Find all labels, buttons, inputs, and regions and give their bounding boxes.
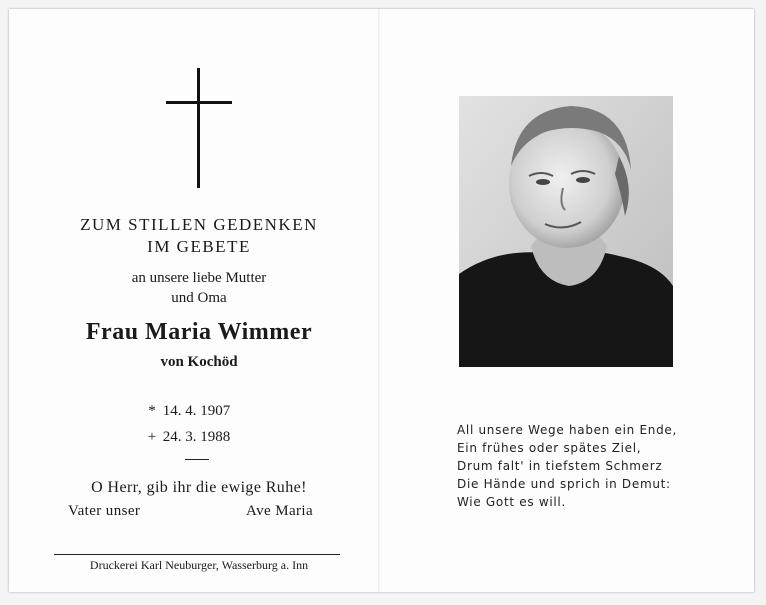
footer-rule [54, 554, 340, 555]
poem-line-2: Ein frühes oder spätes Ziel, [457, 441, 642, 455]
death-date: 24. 3. 1988 [162, 429, 231, 445]
poem-line-5: Wie Gott es will. [457, 495, 566, 509]
prayer-line: O Herr, gib ihr die ewige Ruhe! [91, 479, 307, 496]
birth-row [145, 398, 230, 424]
heading-line-1: ZUM STILLEN GEDENKEN [80, 215, 318, 234]
prayer-vater-unser: Vater unser [68, 503, 141, 519]
heading [40, 214, 358, 258]
life-dates [145, 398, 230, 450]
prayer-ave-maria: Ave Maria [246, 503, 314, 519]
heading-line-2: IM GEBETE [147, 237, 251, 256]
death-row [145, 424, 230, 450]
intro-line-1: an unsere liebe Mutter [131, 270, 267, 286]
divider-dash [185, 459, 209, 460]
intro [40, 268, 358, 308]
intro-line-2: und Oma [171, 290, 227, 306]
birth-date: 14. 4. 1907 [162, 403, 231, 419]
poem-line-1: All unsere Wege haben ein Ende, [457, 423, 677, 437]
card-fold [378, 9, 380, 592]
poem-line-4: Die Hände und sprich in Demut: [457, 477, 671, 491]
death-cross-icon: + [147, 429, 157, 445]
printer-credit: Druckerei Karl Neuburger, Wasserburg a. Inn [89, 558, 309, 572]
origin-place: von Kochöd [160, 354, 238, 370]
deceased-name: Frau Maria Wimmer [85, 319, 313, 345]
poem [457, 421, 677, 511]
cross-icon [166, 68, 232, 188]
poem-line-3: Drum falt' in tiefstem Schmerz [457, 459, 663, 473]
birth-star-icon: * [148, 403, 156, 419]
portrait-photo [459, 96, 673, 367]
portrait-image [459, 96, 673, 367]
